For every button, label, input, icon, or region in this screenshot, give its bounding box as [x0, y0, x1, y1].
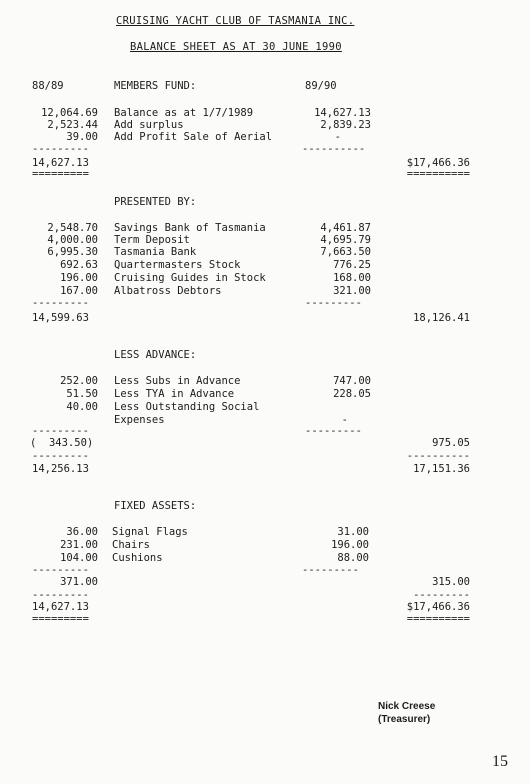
row-label: Savings Bank of Tasmania: [114, 222, 266, 234]
separator: ---------: [32, 297, 89, 309]
prior-amount: 2,523.44: [47, 119, 98, 131]
current-amount: -: [341, 414, 348, 426]
presented-by-total-current: 18,126.41: [413, 312, 470, 324]
treasurer-name: Nick Creese: [378, 701, 436, 712]
fixed-assets-total-current: 315.00: [432, 576, 470, 588]
grand-total-prior: 14,627.13: [32, 601, 89, 613]
treasurer-role: (Treasurer): [378, 714, 431, 725]
members-fund-total-prior: 14,627.13: [32, 157, 89, 169]
fixed-assets-heading: FIXED ASSETS:: [114, 500, 197, 512]
net-total-prior: 14,256.13: [32, 463, 89, 475]
net-total-current: 17,151.36: [413, 463, 470, 475]
current-amount: 88.00: [337, 552, 369, 564]
double-rule: ==========: [406, 168, 470, 180]
prior-amount: 12,064.69: [41, 107, 98, 119]
current-year-heading: 89/90: [305, 80, 337, 92]
current-amount: 196.00: [331, 539, 369, 551]
separator: ---------: [305, 297, 362, 309]
presented-by-total-prior: 14,599.63: [32, 312, 89, 324]
separator: ---------: [413, 589, 470, 601]
row-label: Expenses: [114, 414, 165, 426]
prior-year-heading: 88/89: [32, 80, 64, 92]
prior-amount: 2,548.70: [47, 222, 98, 234]
less-advance-total-prior: ( 343.50): [30, 437, 94, 449]
prior-amount: 39.00: [66, 131, 98, 143]
current-amount: 4,695.79: [320, 234, 371, 246]
prior-amount: 6,995.30: [47, 246, 98, 258]
row-label: Balance as at 1/7/1989: [114, 107, 254, 119]
row-label: Albatross Debtors: [114, 285, 222, 297]
prior-amount: 252.00: [60, 375, 98, 387]
current-amount: 7,663.50: [320, 246, 371, 258]
current-amount: 228.05: [333, 388, 371, 400]
fixed-assets-total-prior: 371.00: [60, 576, 98, 588]
row-label: Cushions: [112, 552, 163, 564]
separator: ---------: [305, 425, 362, 437]
grand-total-current: $17,466.36: [406, 601, 470, 613]
double-rule: =========: [32, 168, 89, 180]
presented-by-heading: PRESENTED BY:: [114, 196, 197, 208]
current-amount: 14,627.13: [314, 107, 371, 119]
row-label: Term Deposit: [114, 234, 190, 246]
row-label: Signal Flags: [112, 526, 188, 538]
prior-amount: 51.50: [66, 388, 98, 400]
less-advance-heading: LESS ADVANCE:: [114, 349, 197, 361]
prior-amount: 692.63: [60, 259, 98, 271]
members-fund-total-current: $17,466.36: [406, 157, 470, 169]
separator: ---------: [32, 589, 89, 601]
row-label: Less Outstanding Social: [114, 401, 260, 413]
row-label: Cruising Guides in Stock: [114, 272, 266, 284]
current-amount: 776.25: [333, 259, 371, 271]
prior-amount: 104.00: [60, 552, 98, 564]
separator: ----------: [406, 450, 470, 462]
current-amount: 168.00: [333, 272, 371, 284]
double-rule: =========: [32, 613, 89, 625]
separator: ---------: [302, 564, 359, 576]
separator: ---------: [32, 564, 89, 576]
separator: ----------: [302, 143, 366, 155]
row-label: Add Profit Sale of Aerial: [114, 131, 273, 143]
separator: ---------: [32, 425, 89, 437]
current-amount: 747.00: [333, 375, 371, 387]
members-fund-heading: MEMBERS FUND:: [114, 80, 197, 92]
prior-amount: 231.00: [60, 539, 98, 551]
row-label: Quartermasters Stock: [114, 259, 241, 271]
row-label: Chairs: [112, 539, 150, 551]
current-amount: 321.00: [333, 285, 371, 297]
current-amount: 31.00: [337, 526, 369, 538]
row-label: Tasmania Bank: [114, 246, 197, 258]
sheet-title: BALANCE SHEET AS AT 30 JUNE 1990: [130, 41, 342, 53]
current-amount: -: [334, 131, 341, 143]
prior-amount: 167.00: [60, 285, 98, 297]
prior-amount: 196.00: [60, 272, 98, 284]
prior-amount: 4,000.00: [47, 234, 98, 246]
current-amount: 4,461.87: [320, 222, 371, 234]
less-advance-total-current: 975.05: [432, 437, 470, 449]
row-label: Less TYA in Advance: [114, 388, 235, 400]
current-amount: 2,839.23: [320, 119, 371, 131]
prior-amount: 40.00: [66, 401, 98, 413]
row-label: Less Subs in Advance: [114, 375, 241, 387]
prior-amount: 36.00: [66, 526, 98, 538]
club-title: CRUISING YACHT CLUB OF TASMANIA INC.: [116, 15, 355, 27]
separator: ---------: [32, 450, 89, 462]
separator: ---------: [32, 143, 89, 155]
page-number: 15: [492, 753, 508, 770]
double-rule: ==========: [406, 613, 470, 625]
row-label: Add surplus: [114, 119, 184, 131]
